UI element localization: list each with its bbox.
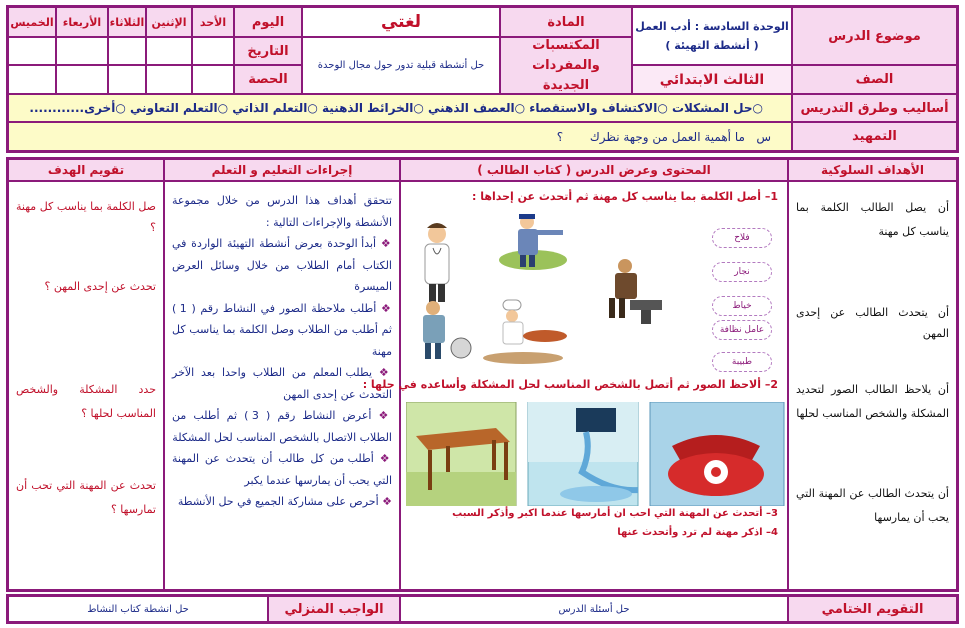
telephone-image: [650, 402, 784, 506]
cook-figure: [483, 300, 567, 364]
objective-4: أن يتحدث الطالب عن المهنة التي يحب أن يمارسها: [796, 487, 949, 524]
water-leak-image: [528, 402, 638, 506]
doctor-figure: [425, 223, 449, 302]
procedure-step-1: ❖ أبدأ الوحدة بعرض أنشطة التهيئة الواردة في الكتاب أمام الطلاب من خلال وسائل العرض الميسرة: [172, 233, 392, 298]
evaluation-2: تحدث عن إحدى المهن ؟: [44, 280, 156, 293]
intro-label: التمهيد: [792, 122, 957, 151]
procedures-intro: تتحقق أهداف هذا الدرس من خلال مجموعة الأنشطة والإجراءات التالية :: [172, 194, 392, 229]
evaluation-1: صل الكلمة بما يناسب كل مهنة ؟: [16, 200, 156, 234]
period-cell-tue[interactable]: [108, 65, 146, 94]
word-doctor[interactable]: طبيبة: [712, 352, 772, 372]
problems-illustration: [406, 402, 786, 506]
lesson-topic-label: موضوع الدرس: [792, 7, 957, 65]
objective-2: أن يتحدث الطالب عن إحدى المهن: [796, 306, 949, 340]
cleaner-figure: [423, 301, 471, 359]
content-q2: 2– ألاحظ الصور ثم أتصل بالشخص المناسب لحل المشكلة وأساعده في حلها :: [362, 378, 778, 391]
grade-label: الصف: [792, 65, 957, 94]
unit-title: الوحدة السادسة : أدب العمل: [635, 20, 789, 33]
content-q1: 1– أصل الكلمة بما يناسب كل مهنة ثم أتحدث عن إحداها :: [471, 190, 778, 203]
col-header-evaluation: تقويم الهدف: [8, 159, 164, 181]
period-cell-mon[interactable]: [146, 65, 192, 94]
homework-value: حل انشطة كتاب النشاط: [8, 596, 268, 622]
procedure-step-5: ❖ أطلب من كل طالب أن يتحدث عن المهنة التي يحب أن يمارسها عندما يكبر: [172, 448, 392, 491]
day-monday: الإثنين: [146, 7, 192, 37]
evaluation-4: تحدث عن المهنة التي تحب أن تمارسها ؟: [16, 479, 156, 516]
period-cell-sun[interactable]: [192, 65, 234, 94]
unit-subtitle: ( أنشطة التهيئة ): [665, 39, 759, 52]
date-cell-mon[interactable]: [146, 37, 192, 65]
grade-value: الثالث الابتدائي: [632, 65, 792, 94]
content-q3: 3– أتحدث عن المهنة التي احب ان أمارسها عندما اكبر وأذكر السبب: [452, 508, 778, 519]
procedure-step-3: ❖ يطلب المعلم من الطلاب واحدا بعد الآخر التحدث عن إحدى المهن: [172, 362, 392, 405]
homework-label: الواجب المنزلي: [268, 596, 400, 622]
content-q4: 4– اذكر مهنة لم ترد وأتحدث عنها: [617, 527, 778, 538]
day-wednesday: الأربعاء: [56, 7, 108, 37]
date-cell-wed[interactable]: [56, 37, 108, 65]
evaluation-3: حدد المشكلة والشخص المناسب لحلها ؟: [16, 383, 156, 420]
day-sunday: الأحد: [192, 7, 234, 37]
word-cleaner[interactable]: عامل نظافة: [712, 320, 772, 340]
class-period-label: الحصة: [234, 65, 302, 94]
date-cell-tue[interactable]: [108, 37, 146, 65]
objective-1: أن يصل الطالب الكلمة بما يناسب كل مهنة: [796, 201, 949, 238]
prior-knowledge-label: المكتسبات والمفردات الجديدة: [500, 37, 632, 94]
col-header-content: المحتوى وعرض الدرس ( كتاب الطالب ): [400, 159, 788, 181]
period-cell-wed[interactable]: [56, 65, 108, 94]
col-header-objectives: الأهداف السلوكية: [788, 159, 957, 181]
final-eval-value: حل أسئلة الدرس: [400, 596, 788, 622]
final-eval-label: التقويم الختامي: [788, 596, 957, 622]
procedure-step-6: ❖ أحرص على مشاركة الجميع في حل الأنشطة: [172, 491, 392, 513]
methods-label: أساليب وطرق التدريس: [792, 94, 957, 122]
unit-title-cell: [632, 7, 792, 65]
period-cell-thu[interactable]: [8, 65, 56, 94]
prior-knowledge-value: حل أنشطة قبلية تدور حول مجال الوحدة: [302, 37, 500, 94]
date-cell-thu[interactable]: [8, 37, 56, 65]
subject-value: لغتي: [302, 7, 500, 37]
date-cell-sun[interactable]: [192, 37, 234, 65]
broken-table-image: [406, 402, 516, 506]
day-tuesday: الثلاثاء: [108, 7, 146, 37]
procedure-step-2: ❖ أطلب ملاحظة الصور في النشاط رقم ( 1 ) ثم أطلب من الطلاب وصل الكلمة بما يناسب كل مهنة: [172, 298, 392, 363]
police-figure: [499, 214, 567, 270]
procedure-step-4: ❖ أعرض النشاط رقم ( 3 ) ثم أطلب من الطلاب الاتصال بالشخص المناسب لحل المشكلة: [172, 405, 392, 448]
problems-svg: [406, 402, 786, 506]
subject-label: المادة: [500, 7, 632, 37]
word-farmer[interactable]: فلاح: [712, 228, 772, 248]
day-label: اليوم: [234, 7, 302, 37]
objective-3: أن يلاحظ الطالب الصور لتحديد المشكلة والشخص المناسب لحلها: [796, 383, 949, 420]
date-label: التاريخ: [234, 37, 302, 65]
day-thursday: الخميس: [8, 7, 56, 37]
intro-value: س ما أهمية العمل من وجهة نظرك ؟: [8, 122, 792, 151]
blacksmith-figure: [609, 259, 662, 324]
methods-value: ○حل المشكلات ○الاكتشاف والاستقصاء ○العصف الذهني ○الخرائط الذهنية ○التعلم الذاتي ○التعلم التعاوني ○أخرى............: [8, 94, 792, 122]
word-tailor[interactable]: خياط: [712, 296, 772, 316]
word-carpenter[interactable]: نجار: [712, 262, 772, 282]
col-header-procedures: إجراءات التعليم و التعلم: [164, 159, 400, 181]
